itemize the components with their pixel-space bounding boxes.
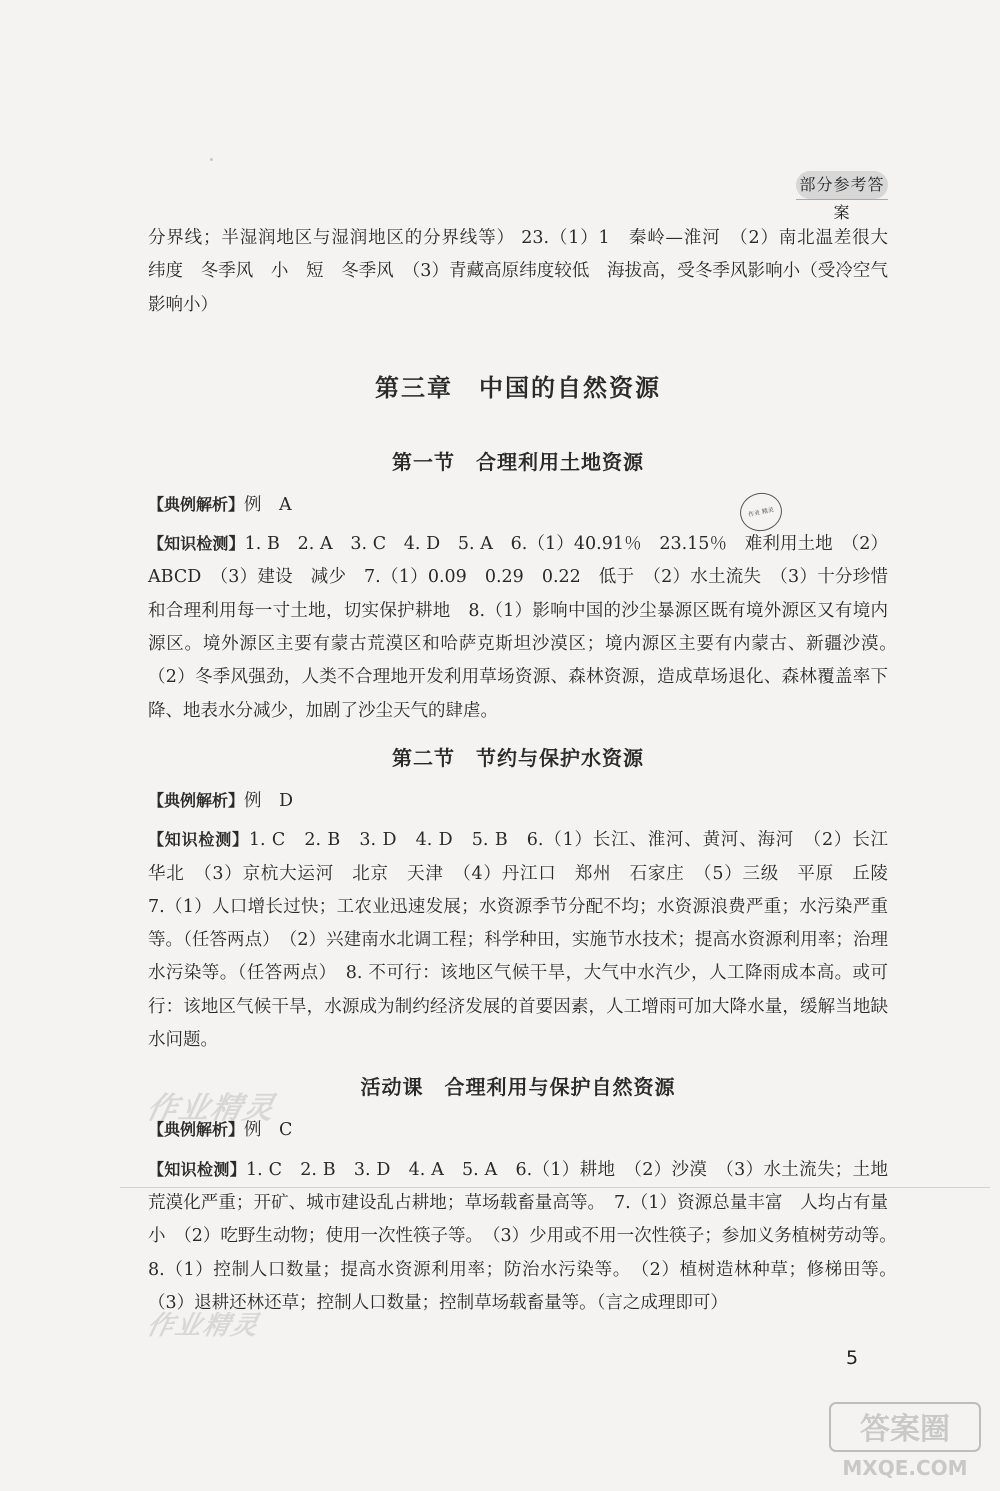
- check-label: 【知识检测】: [148, 1159, 247, 1179]
- example-answer: 例 A: [244, 494, 292, 515]
- page-number: 5: [846, 1347, 859, 1369]
- section-3-check: [148, 1153, 906, 1320]
- check-answers: 1. C 2. B 3. D 4. A 5. A 6.（1）耕地 （2）沙漠 （3）水土流失；土地荒漠化严重；开矿、城市建设乱占耕地；草场载畜量高等。 7.（1）资源总量丰富 人均占有量小 （2）吃野生动物；使用一次性筷子等。 （3）少用或不用一次性筷子；参加义务植树劳动等。 8.（1）控制人口数量；提高水资源利用率；防治水污染等。 （2）植树造林种草；修梯田等。 （3）退耕还林还草；控制人口数量；控制草场载畜量等。（言之成理即可）: [148, 1159, 906, 1313]
- section-1-check: [148, 527, 906, 728]
- section-2-title: 第二节 节约与保护水资源: [392, 745, 644, 770]
- svg-text:MXQE.COM: MXQE.COM: [842, 1456, 968, 1480]
- stamp-seal: 作业 精灵: [737, 489, 786, 535]
- section-2-example: [148, 784, 888, 818]
- scan-dot: [210, 158, 213, 161]
- check-label: 【知识检测】: [148, 534, 245, 554]
- section-2-check: [148, 823, 906, 1057]
- header-rule: [796, 199, 888, 200]
- header-badge: 部分参考答案: [796, 171, 888, 199]
- watermark-logo: 作业精灵: [143, 1091, 279, 1126]
- example-answer: 例 D: [244, 790, 294, 811]
- example-label: 【典例解析】: [148, 1120, 245, 1140]
- chapter-title: 第三章 中国的自然资源: [375, 373, 661, 402]
- section-1-title: 第一节 合理利用土地资源: [392, 449, 644, 474]
- page-content: [148, 222, 906, 1320]
- svg-text:答案圈: 答案圈: [860, 1412, 950, 1447]
- scan-fold-line: [120, 1187, 990, 1188]
- site-logo: [820, 1395, 990, 1485]
- watermark-logo-lower: 作业精灵: [144, 1311, 263, 1341]
- intro-paragraph: 分界线；半湿润地区与湿润地区的分界线等） 23.（1）1 秦岭—淮河 （2）南北温差很大 纬度 冬季风 小 短 冬季风 （3）青藏高原纬度较低 海拔高，受冬季风影响小（受冷空气影响小）: [148, 228, 906, 315]
- example-label: 【典例解析】: [148, 494, 245, 514]
- check-label: 【知识检测】: [148, 830, 249, 850]
- check-answers: 1. C 2. B 3. D 4. D 5. B 6.（1）长江、淮河、黄河、海河 （2）长江 华北 （3）京杭大运河 北京 天津 （4）丹江口 郑州 石家庄 （5）三级 平原 丘陵 7.（1）人口增长过快；工农业迅速发展；水资源季节分配不均；水资源浪费严重；水污染严重等。（任答两点） （2）兴建南水北调工程；科学种田，实施节水技术；提高水资源利用率；治理水污染等。（任答两点） 8. 不可行：该地区气候干旱，大气中水汽少，人工降雨成本高。或可行：该地区气候干旱，水源成为制约经济发展的首要因素，人工增雨可加大降水量，缓解当地缺水问题。: [148, 830, 906, 1051]
- check-answers: 1. B 2. A 3. C 4. D 5. A 6.（1）40.91％ 23.15％ 难利用土地 （2）ABCD （3）建设 减少 7.（1）0.09 0.29 0.22 低于 （2）水土流失 （3）十分珍惜和合理利用每一寸土地，切实保护耕地 8.（1）影响中国的沙尘暴源区既有境外源区又有境内源区。境外源区主要有蒙古荒漠区和哈萨克斯坦沙漠区；境内源区主要有内蒙古、新疆沙漠。 （2）冬季风强劲，人类不合理地开发利用草场资源、森林资源，造成草场退化、森林覆盖率下降、地表水分减少，加剧了沙尘天气的肆虐。: [148, 534, 906, 721]
- example-label: 【典例解析】: [148, 790, 245, 810]
- section-3-title: 活动课 合理利用与保护自然资源: [360, 1075, 676, 1100]
- example-answer: 例 C: [244, 1120, 293, 1141]
